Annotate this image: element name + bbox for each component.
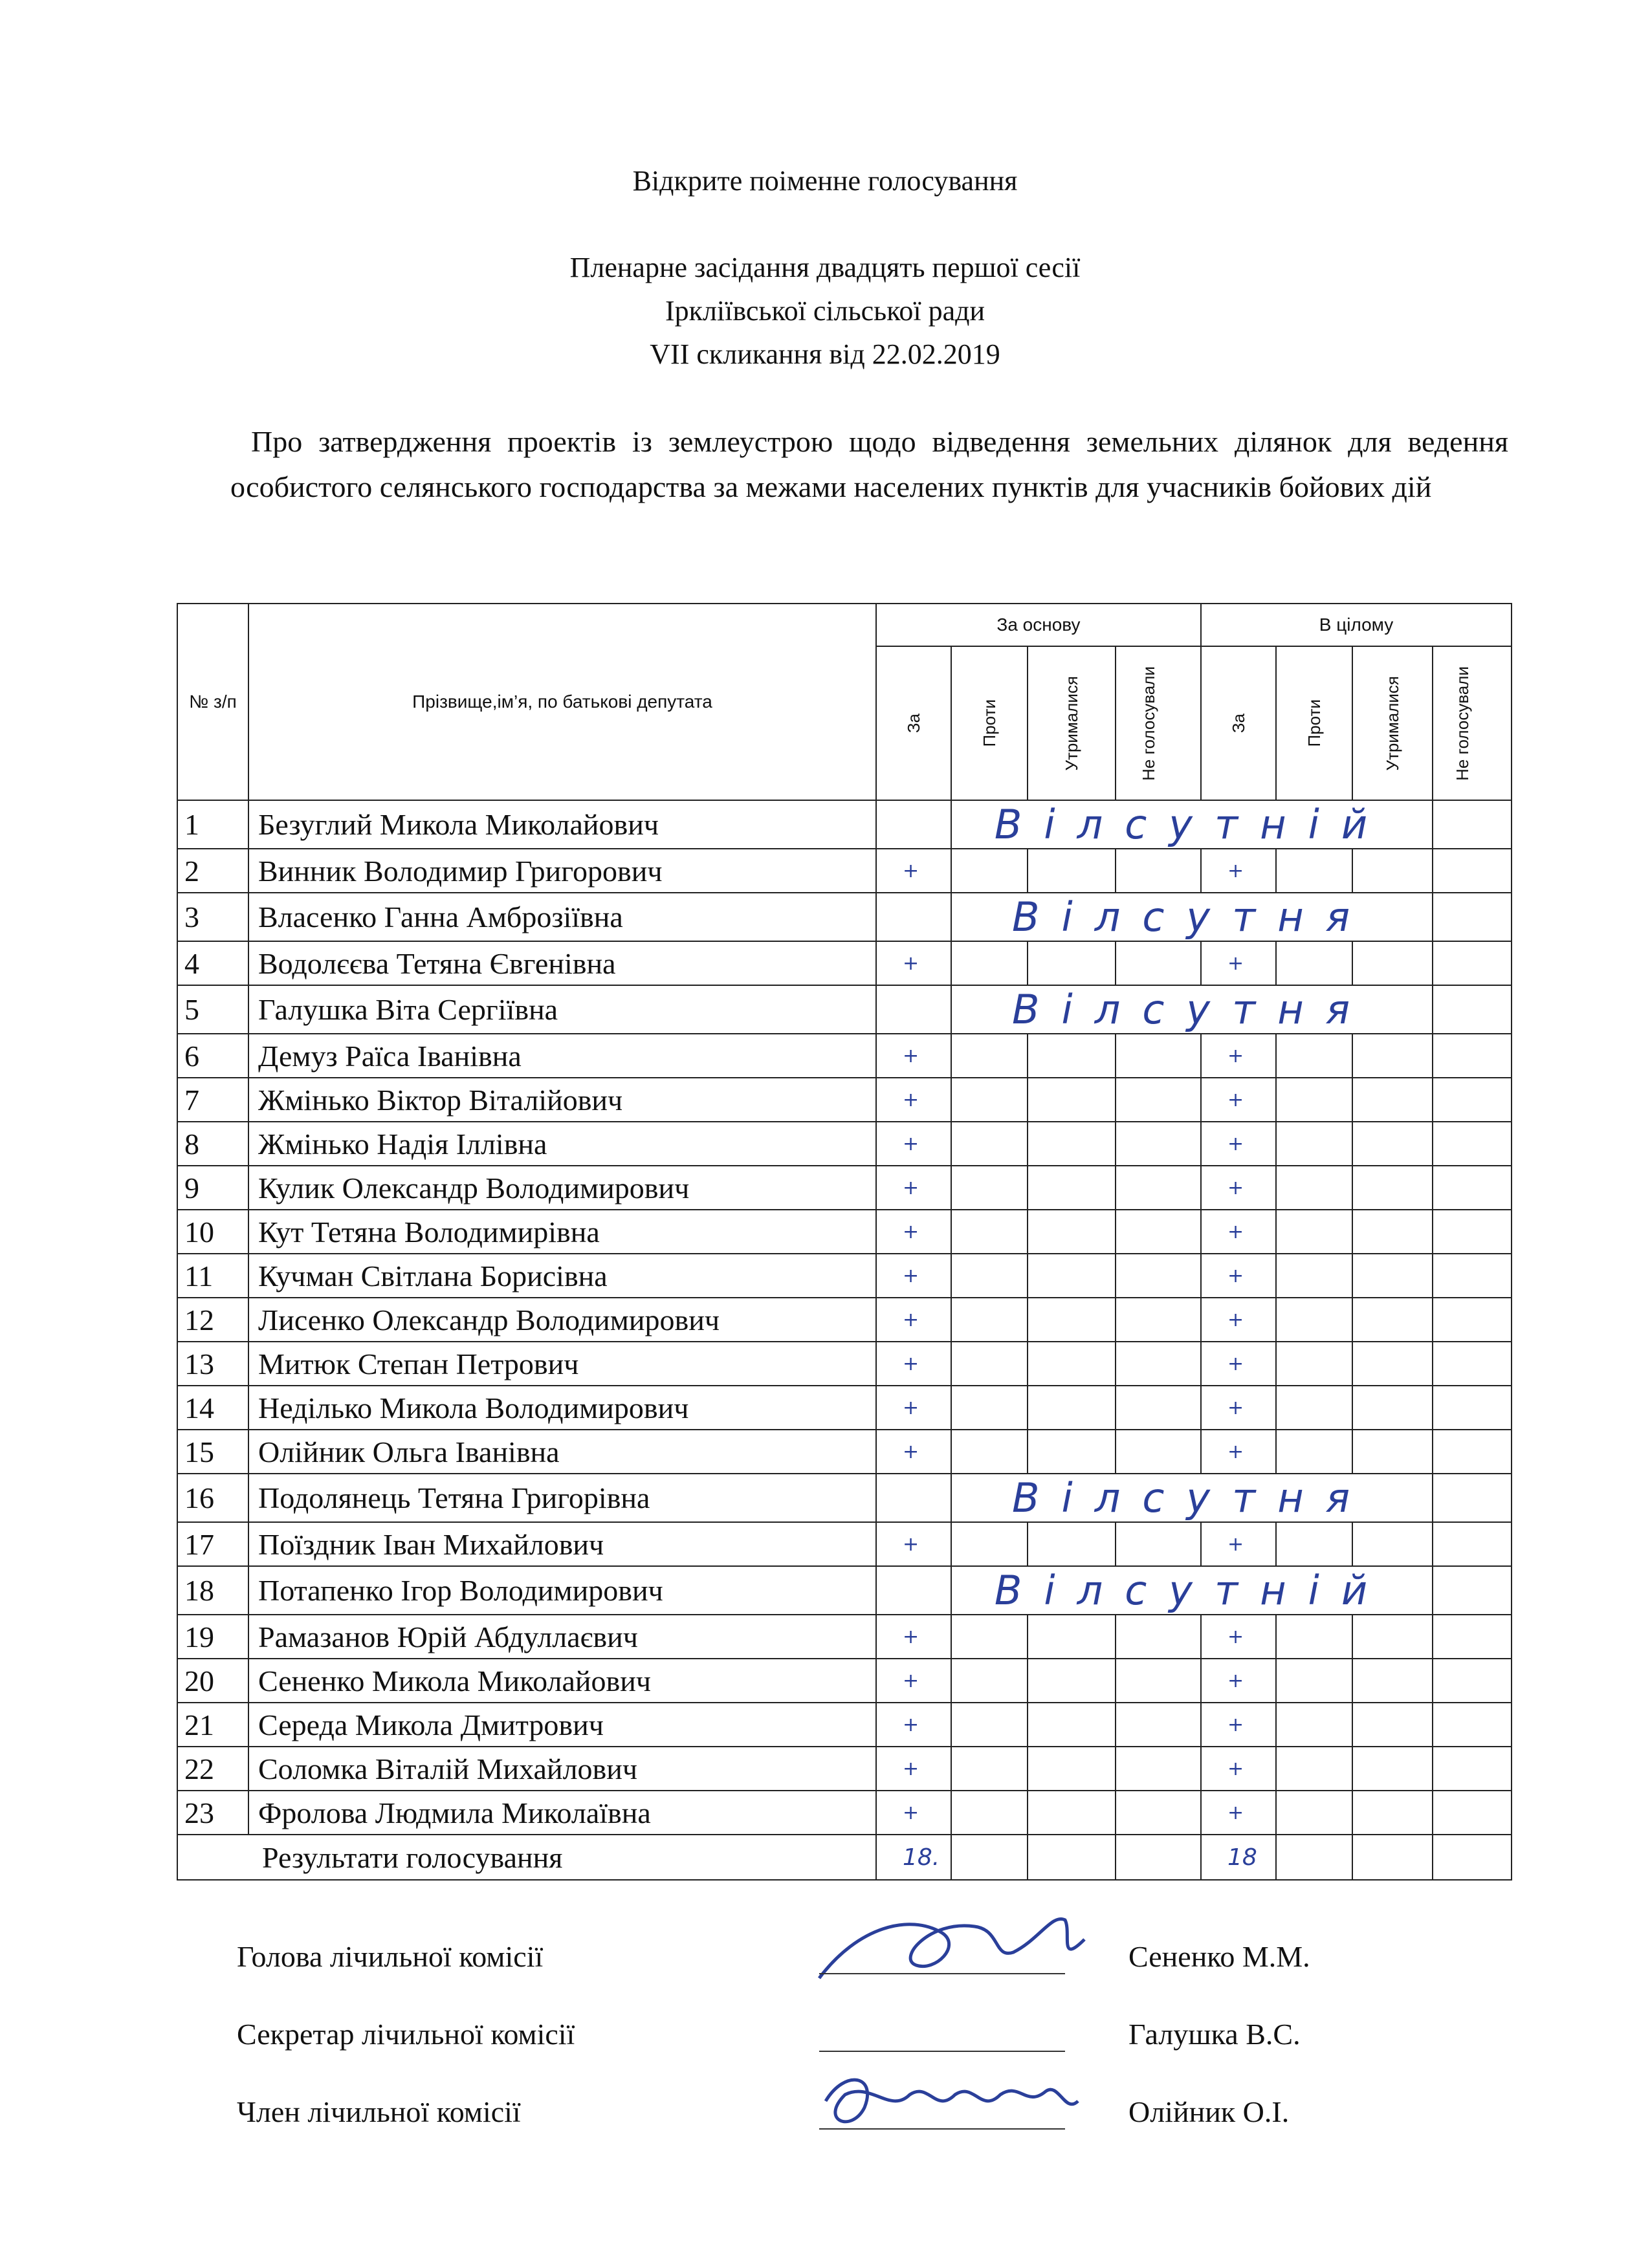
result-cell [1352,1835,1433,1880]
deputy-name: Сененко Микола Миколайович [248,1659,876,1703]
vote-za-osnovu: + [876,849,951,893]
deputy-name: Середа Микола Дмитрович [248,1703,876,1747]
subject-paragraph [230,419,1508,510]
vote-za-osnovu: + [876,1659,951,1703]
vote-cell [1028,1254,1116,1298]
vote-cell [951,1747,1028,1791]
vote-cell [1433,1566,1512,1615]
result-cell [1028,1835,1116,1880]
vote-cell [1116,1615,1201,1659]
vote-cell [1116,1078,1201,1122]
result-cell [951,1835,1028,1880]
vote-cell [1352,1386,1433,1430]
vote-za-osnovu: + [876,1166,951,1210]
row-number: 1 [177,800,248,849]
table-row [177,1659,1512,1703]
subject-text: Про затвердження проектів із землеустрою щодо відведення земельних ділянок для ведення особистого селянського господарства за межами населених пунктів для учасників бойових дій [230,425,1508,503]
vote-za-osnovu: + [876,1386,951,1430]
vote-cell [1352,1166,1433,1210]
vote-cell [1028,1166,1116,1210]
vote-cell [1116,1034,1201,1078]
row-number: 8 [177,1122,248,1166]
result-label: Результати голосування [177,1835,876,1880]
vote-v-tsilomu: + [1201,1342,1276,1386]
row-number: 5 [177,985,248,1034]
vote-cell [951,1430,1028,1474]
vote-cell [1433,1615,1512,1659]
header-za-osnovu: За основу [876,604,1201,646]
vote-cell [1276,1522,1352,1566]
vote-cell [1028,1342,1116,1386]
vote-cell [1028,1122,1116,1166]
row-number: 21 [177,1703,248,1747]
vote-cell [1276,1210,1352,1254]
deputy-name: Соломка Віталій Михайлович [248,1747,876,1791]
vote-cell [876,1474,951,1522]
vote-v-tsilomu: + [1201,1659,1276,1703]
vote-cell [1116,1254,1201,1298]
row-number: 23 [177,1791,248,1835]
vote-cell [876,800,951,849]
deputy-name: Фролова Людмила Миколаївна [248,1791,876,1835]
row-number: 19 [177,1615,248,1659]
vote-cell [1116,1298,1201,1342]
vote-cell [951,1386,1028,1430]
vote-za-osnovu: + [876,1703,951,1747]
vote-cell [1028,941,1116,985]
vote-cell [1433,1298,1512,1342]
vote-cell [951,1122,1028,1166]
row-number: 4 [177,941,248,985]
result-za-osnovu: 18. [876,1835,951,1880]
vote-v-tsilomu: + [1201,1210,1276,1254]
vote-cell [1276,1254,1352,1298]
vote-cell [1276,941,1352,985]
vote-za-osnovu: + [876,1342,951,1386]
deputy-name: Жмінько Надія Іллівна [248,1122,876,1166]
vote-cell [951,1078,1028,1122]
vote-za-osnovu: + [876,1522,951,1566]
vote-v-tsilomu: + [1201,1430,1276,1474]
deputy-name: Жмінько Віктор Віталійович [248,1078,876,1122]
table-row [177,849,1512,893]
vote-cell [951,1254,1028,1298]
vote-cell [1352,1342,1433,1386]
row-number: 13 [177,1342,248,1386]
vote-cell [1116,1342,1201,1386]
vote-cell [1276,1166,1352,1210]
row-number: 16 [177,1474,248,1522]
table-row [177,1166,1512,1210]
vote-cell [1276,1298,1352,1342]
deputy-name: Галушка Віта Сергіївна [248,985,876,1034]
vote-cell [1352,1522,1433,1566]
vote-cell [1028,1298,1116,1342]
session-line-1: Пленарне засідання двадцять першої сесії [569,252,1081,283]
row-number: 3 [177,893,248,941]
table-row [177,1122,1512,1166]
vote-cell [1433,1703,1512,1747]
row-number: 15 [177,1430,248,1474]
absent-note: Вілсутня [951,985,1433,1034]
table-row [177,893,1512,941]
vote-za-osnovu: + [876,1210,951,1254]
table-row [177,941,1512,985]
vote-cell [1433,1342,1512,1386]
deputy-name: Безуглий Микола Миколайович [248,800,876,849]
absent-note: Вілсутній [951,1566,1433,1615]
header-number: № з/п [177,604,248,800]
vote-cell [1276,1034,1352,1078]
vote-cell [1116,1210,1201,1254]
vote-cell [1352,849,1433,893]
vote-cell [1433,1474,1512,1522]
vote-cell [1276,1342,1352,1386]
vote-cell [1352,1078,1433,1122]
vote-cell [1352,1254,1433,1298]
vote-cell [1352,1034,1433,1078]
signature-line [819,1973,1065,1974]
signature-line [819,2128,1065,2130]
signature-line [819,2051,1065,2052]
vote-cell [951,1342,1028,1386]
vote-cell [1116,1122,1201,1166]
row-number: 17 [177,1522,248,1566]
vote-cell [1276,849,1352,893]
row-number: 11 [177,1254,248,1298]
vote-cell [951,1034,1028,1078]
role-member: Член лічильної комісії [237,2095,521,2128]
vote-cell [1116,1747,1201,1791]
vote-cell [1352,1747,1433,1791]
table-row [177,1615,1512,1659]
vote-cell [1352,1298,1433,1342]
vote-cell [1276,1747,1352,1791]
table-row [177,1430,1512,1474]
vote-cell [1433,1791,1512,1835]
vote-cell [1116,1522,1201,1566]
vote-cell [951,1298,1028,1342]
vote-cell [876,985,951,1034]
deputy-name: Лисенко Олександр Володимирович [248,1298,876,1342]
table-row [177,1298,1512,1342]
name-head: Сененко М.М. [1128,1940,1310,1973]
vote-cell [1028,1210,1116,1254]
vote-cell [1276,1386,1352,1430]
vote-cell [1433,985,1512,1034]
vote-cell [1276,1791,1352,1835]
row-number: 18 [177,1566,248,1615]
vote-cell [951,1166,1028,1210]
vote-v-tsilomu: + [1201,1298,1276,1342]
row-number: 12 [177,1298,248,1342]
vote-v-tsilomu: + [1201,1166,1276,1210]
vote-cell [1352,1210,1433,1254]
deputy-name: Демуз Раїса Іванівна [248,1034,876,1078]
vote-cell [1352,1122,1433,1166]
absent-note: Вілсутня [951,1474,1433,1522]
name-member: Олійник О.І. [1128,2095,1290,2128]
deputy-name: Власенко Ганна Амброзіївна [248,893,876,941]
vote-v-tsilomu: + [1201,1034,1276,1078]
result-cell [1116,1835,1201,1880]
table-row [177,1566,1512,1615]
vote-za-osnovu: + [876,1254,951,1298]
table-row [177,1747,1512,1791]
vote-cell [1352,1791,1433,1835]
vote-cell [1352,1703,1433,1747]
absent-note: Вілсутній [951,800,1433,849]
signature-graphic [806,1901,1104,1998]
vote-cell [951,1703,1028,1747]
sub-header-utrymalysia-1: Утрималися [1028,646,1116,800]
vote-za-osnovu: + [876,941,951,985]
vote-cell [1028,1747,1116,1791]
vote-cell [1028,1430,1116,1474]
vote-cell [1028,1791,1116,1835]
vote-cell [1276,1078,1352,1122]
table-row [177,1791,1512,1835]
table-row [177,985,1512,1034]
vote-za-osnovu: + [876,1615,951,1659]
vote-v-tsilomu: + [1201,941,1276,985]
vote-cell [1116,1166,1201,1210]
vote-v-tsilomu: + [1201,1254,1276,1298]
vote-cell [1433,800,1512,849]
deputy-name: Олійник Ольга Іванівна [248,1430,876,1474]
vote-za-osnovu: + [876,1298,951,1342]
vote-cell [1276,1122,1352,1166]
vote-v-tsilomu: + [1201,1386,1276,1430]
sub-header-proty-2: Проти [1276,646,1352,800]
vote-cell [1352,1659,1433,1703]
vote-v-tsilomu: + [1201,1747,1276,1791]
deputy-name: Поїздник Іван Михайлович [248,1522,876,1566]
vote-cell [1028,1659,1116,1703]
row-number: 10 [177,1210,248,1254]
deputy-name: Кулик Олександр Володимирович [248,1166,876,1210]
deputy-name: Винник Володимир Григорович [248,849,876,893]
vote-za-osnovu: + [876,1791,951,1835]
sub-header-utrymalysia-2: Утрималися [1352,646,1433,800]
signature-graphic [806,2056,1104,2153]
vote-cell [1116,941,1201,985]
row-number: 14 [177,1386,248,1430]
sub-header-ne-holosuvaly-2: Не голосували [1433,646,1512,800]
vote-v-tsilomu: + [1201,1791,1276,1835]
vote-cell [1433,1386,1512,1430]
vote-cell [951,941,1028,985]
vote-v-tsilomu: + [1201,1703,1276,1747]
vote-v-tsilomu: + [1201,1615,1276,1659]
vote-v-tsilomu: + [1201,1522,1276,1566]
vote-v-tsilomu: + [1201,849,1276,893]
deputy-name: Подолянець Тетяна Григорівна [248,1474,876,1522]
result-v-tsilomu: 18 [1201,1835,1276,1880]
vote-cell [951,1522,1028,1566]
row-number: 20 [177,1659,248,1703]
header-v-tsilomu: В цілому [1201,604,1512,646]
vote-cell [1028,1703,1116,1747]
vote-cell [951,1210,1028,1254]
vote-cell [1276,1659,1352,1703]
role-secretary: Секретар лічильної комісії [237,2018,575,2051]
vote-cell [1028,849,1116,893]
vote-cell [1352,1430,1433,1474]
table-row [177,1474,1512,1522]
vote-cell [1276,1703,1352,1747]
vote-cell [1116,1791,1201,1835]
vote-cell [1116,1659,1201,1703]
table-row [177,1078,1512,1122]
table-row [177,1342,1512,1386]
vote-cell [951,1791,1028,1835]
vote-za-osnovu: + [876,1034,951,1078]
vote-cell [1433,1659,1512,1703]
vote-cell [951,849,1028,893]
vote-cell [1433,849,1512,893]
vote-za-osnovu: + [876,1747,951,1791]
role-head: Голова лічильної комісії [237,1940,544,1973]
result-cell [1433,1835,1512,1880]
vote-za-osnovu: + [876,1078,951,1122]
deputy-name: Неділько Микола Володимирович [248,1386,876,1430]
vote-v-tsilomu: + [1201,1122,1276,1166]
deputy-name: Кучман Світлана Борисівна [248,1254,876,1298]
vote-cell [1433,1034,1512,1078]
vote-cell [1433,1166,1512,1210]
table-row [177,1034,1512,1078]
vote-za-osnovu: + [876,1122,951,1166]
vote-cell [1433,893,1512,941]
doc-title: Відкрите поіменне голосування [632,165,1018,197]
vote-cell [1276,1615,1352,1659]
vote-cell [1116,849,1201,893]
vote-za-osnovu: + [876,1430,951,1474]
vote-cell [1433,1430,1512,1474]
sub-header-za-2: За [1201,646,1276,800]
deputy-name: Водолєєва Тетяна Євгенівна [248,941,876,985]
vote-cell [1028,1386,1116,1430]
vote-cell [1028,1078,1116,1122]
table-row [177,1210,1512,1254]
vote-table [177,603,1512,1881]
vote-cell [1433,1078,1512,1122]
absent-note: Вілсутня [951,893,1433,941]
row-number: 2 [177,849,248,893]
vote-cell [876,1566,951,1615]
vote-cell [1116,1430,1201,1474]
vote-cell [1433,1122,1512,1166]
name-secretary: Галушка В.С. [1128,2018,1301,2051]
deputy-name: Митюк Степан Петрович [248,1342,876,1386]
vote-cell [951,1615,1028,1659]
vote-cell [1028,1615,1116,1659]
sub-header-za-1: За [876,646,951,800]
header-deputy-name: Прізвище,ім’я, по батькові депутата [248,604,876,800]
table-row [177,1522,1512,1566]
deputy-name: Кут Тетяна Володимирівна [248,1210,876,1254]
vote-cell [1433,941,1512,985]
deputy-name: Рамазанов Юрій Абдуллаєвич [248,1615,876,1659]
vote-cell [1433,1254,1512,1298]
vote-cell [951,1659,1028,1703]
vote-cell [1352,941,1433,985]
vote-cell [1028,1522,1116,1566]
vote-cell [1433,1747,1512,1791]
vote-cell [1433,1210,1512,1254]
vote-cell [1433,1522,1512,1566]
session-line-2: Ірклiївської сільської ради [665,295,985,327]
vote-cell [1028,1034,1116,1078]
vote-cell [1116,1703,1201,1747]
deputy-name: Потапенко Ігор Володимирович [248,1566,876,1615]
sub-header-proty-1: Проти [951,646,1028,800]
row-number: 22 [177,1747,248,1791]
table-row [177,1386,1512,1430]
result-cell [1276,1835,1352,1880]
vote-cell [1276,1430,1352,1474]
vote-cell [1352,1615,1433,1659]
session-line-3: VII скликання від 22.02.2019 [650,338,1000,370]
vote-cell [876,893,951,941]
row-number: 6 [177,1034,248,1078]
vote-v-tsilomu: + [1201,1078,1276,1122]
sub-header-ne-holosuvaly-1: Не голосували [1116,646,1201,800]
vote-cell [1116,1386,1201,1430]
table-row [177,800,1512,849]
row-number: 9 [177,1166,248,1210]
table-row [177,1703,1512,1747]
row-number: 7 [177,1078,248,1122]
table-row [177,1254,1512,1298]
